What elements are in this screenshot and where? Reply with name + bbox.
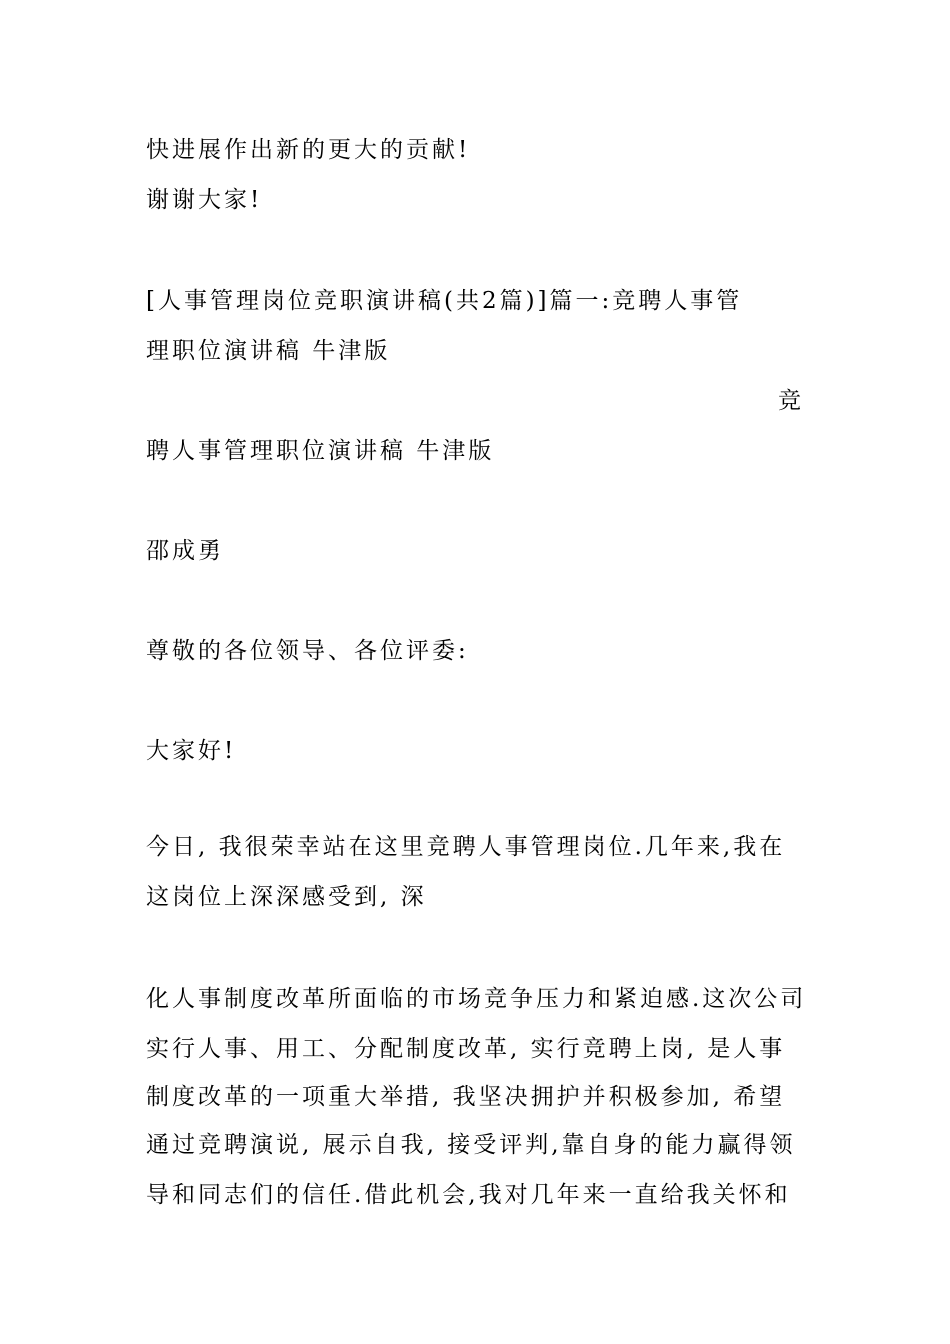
paragraph-line: 通过竞聘演说, 展示自我, 接受评判,靠自身的能力赢得领 <box>146 1132 796 1158</box>
paragraph-line: 今日, 我很荣幸站在这里竞聘人事管理岗位.几年来,我在 <box>146 834 786 860</box>
paragraph-line: 这岗位上深深感受到, 深 <box>146 884 427 910</box>
document-title: 聘人事管理职位演讲稿 牛津版 <box>146 438 495 464</box>
title-fragment: 竞 <box>778 388 804 414</box>
greeting: 大家好! <box>146 738 237 764</box>
text-line: 谢谢大家! <box>146 187 263 213</box>
salutation: 尊敬的各位领导、各位评委: <box>146 638 469 664</box>
author-name: 邵成勇 <box>146 538 224 564</box>
section-heading-line: [人事管理岗位竞职演讲稿(共2篇)]篇一:竞聘人事管 <box>146 288 743 314</box>
paragraph-line: 实行人事、用工、分配制度改革, 实行竞聘上岗, 是人事 <box>146 1036 786 1062</box>
paragraph-line: 化人事制度改革所面临的市场竞争压力和紧迫感.这次公司 <box>146 986 807 1012</box>
section-heading-line: 理职位演讲稿 牛津版 <box>146 338 391 364</box>
text-line: 快进展作出新的更大的贡献! <box>146 137 471 163</box>
paragraph-line: 导和同志们的信任.借此机会,我对几年来一直给我关怀和 <box>146 1182 791 1208</box>
paragraph-line: 制度改革的一项重大举措, 我坚决拥护并积极参加, 希望 <box>146 1084 786 1110</box>
